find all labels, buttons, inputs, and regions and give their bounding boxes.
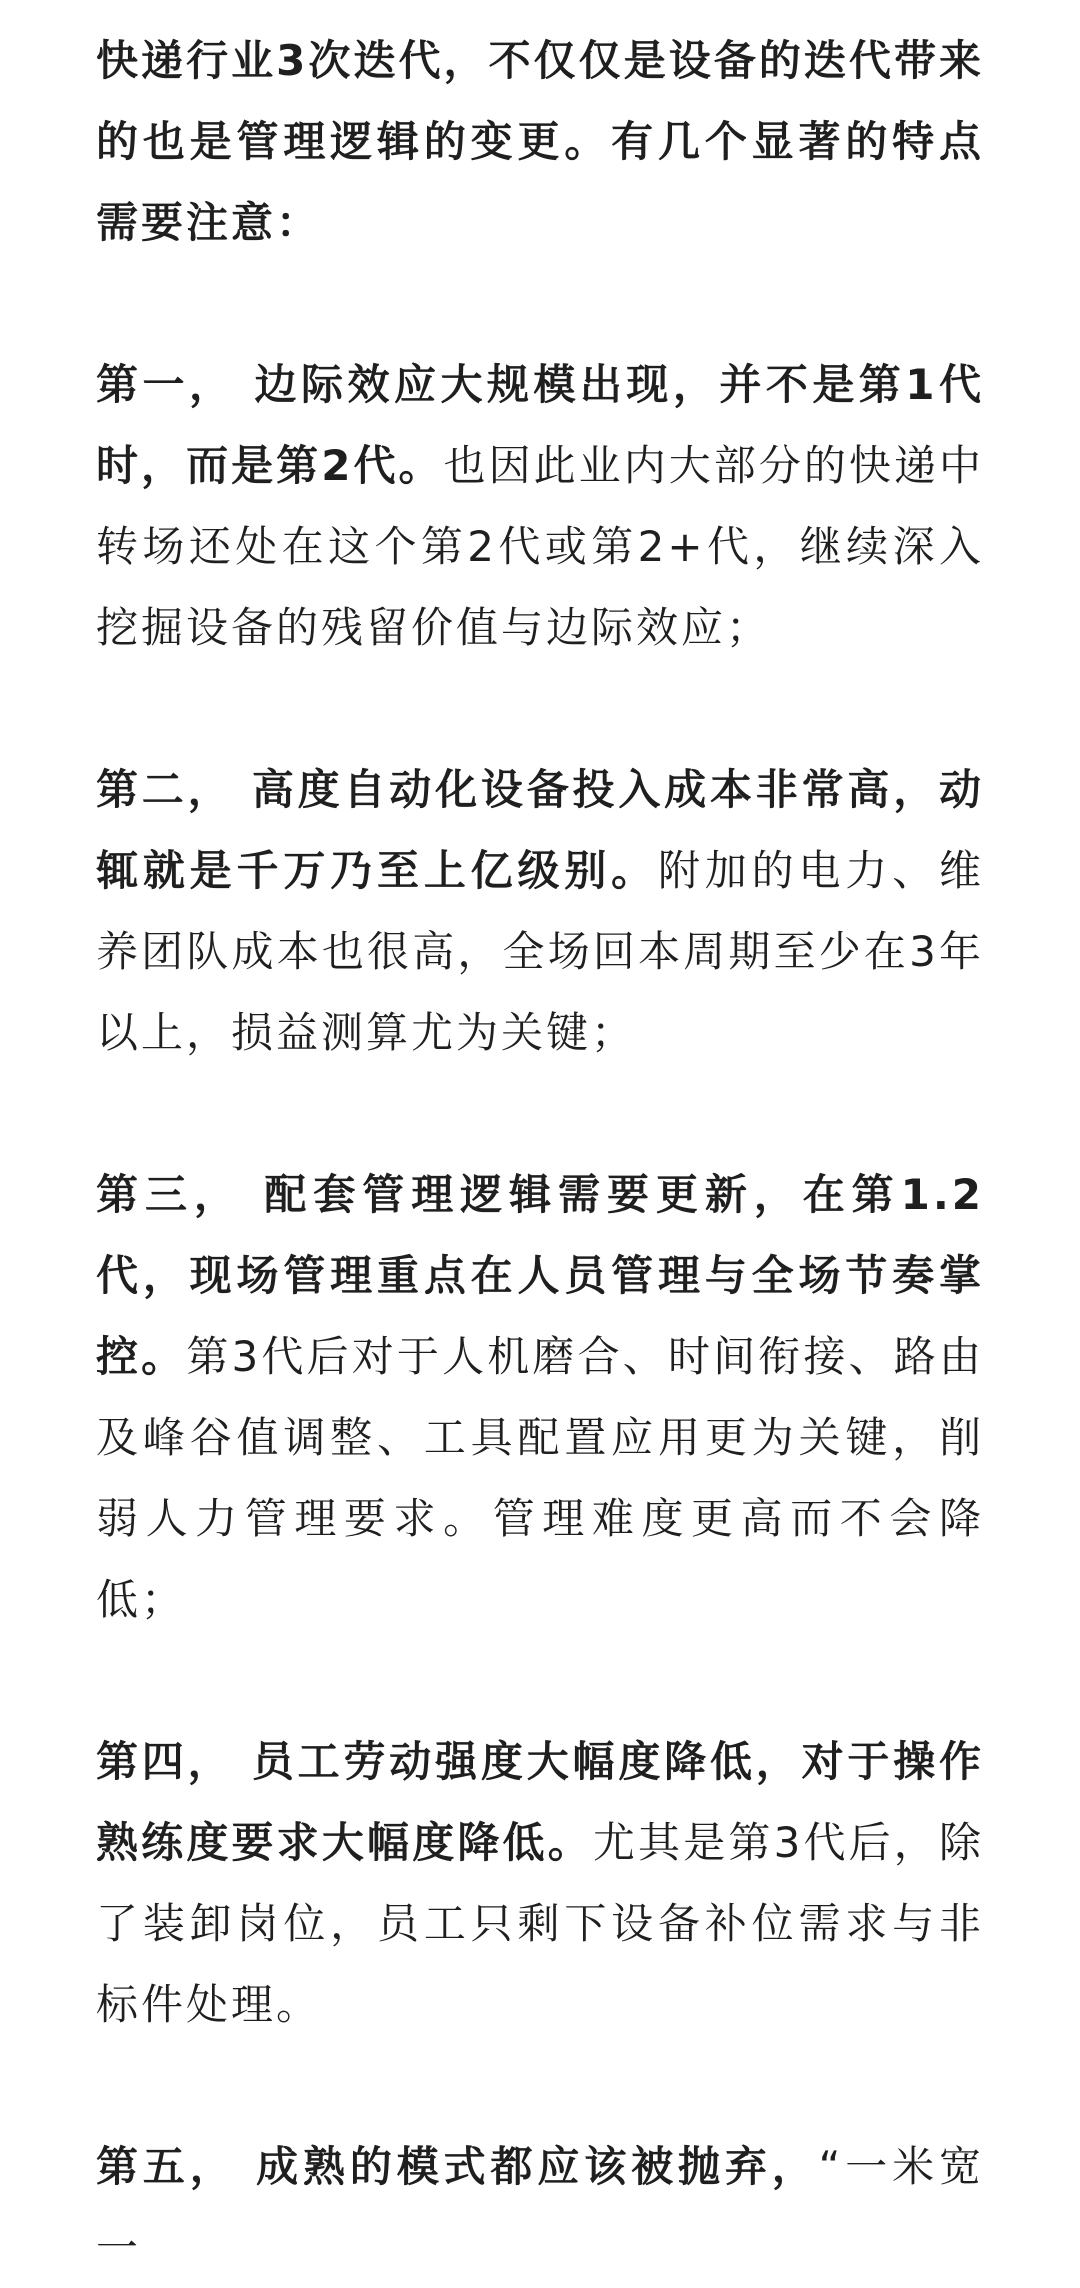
point-three-paragraph: [96, 1154, 984, 1640]
article-body: [96, 20, 984, 2288]
point-two-text: 附加的电力、维养团队成本也很高，全场回本周期至少在3年以上，损益测算尤为关键；: [96, 846, 984, 1057]
point-five-text: “一米宽一: [96, 2142, 985, 2272]
point-three-heading: 第三， 配套管理逻辑需要更新，在第1.2代，现场管理重点在人员管理与全场节奏掌控。: [96, 1170, 984, 1381]
point-one-heading: 第一， 边际效应大规模出现，并不是第1代时，而是第2代。: [96, 360, 984, 490]
point-four-heading: 第四， 员工劳动强度大幅度降低，对于操作熟练度要求大幅度降低。: [96, 1737, 984, 1867]
point-one-text: 也因此业内大部分的快递中转场还处在这个第2代或第2+代，继续深入挖掘设备的残留价值与边际效应；: [96, 441, 984, 652]
point-four-text: 尤其是第3代后，除了装卸岗位，员工只剩下设备补位需求与非标件处理。: [96, 1818, 984, 2029]
point-three-text: 第3代后对于人机磨合、时间衔接、路由及峰谷值调整、工具配置应用更为关键，削弱人力管理要求。管理难度更高而不会降低；: [96, 1332, 984, 1624]
intro-paragraph: 快递行业3次迭代，不仅仅是设备的迭代带来的也是管理逻辑的变更。有几个显著的特点需要注意：: [96, 36, 984, 247]
point-one-paragraph: [96, 344, 984, 668]
point-two-paragraph: [96, 749, 984, 1073]
point-two-heading: 第二， 高度自动化设备投入成本非常高，动辄就是千万乃至上亿级别。: [96, 765, 984, 895]
point-five-paragraph: [96, 2126, 984, 2288]
point-four-paragraph: [96, 1721, 984, 2045]
point-five-heading: 第五， 成熟的模式都应该被抛弃，: [96, 2142, 819, 2191]
